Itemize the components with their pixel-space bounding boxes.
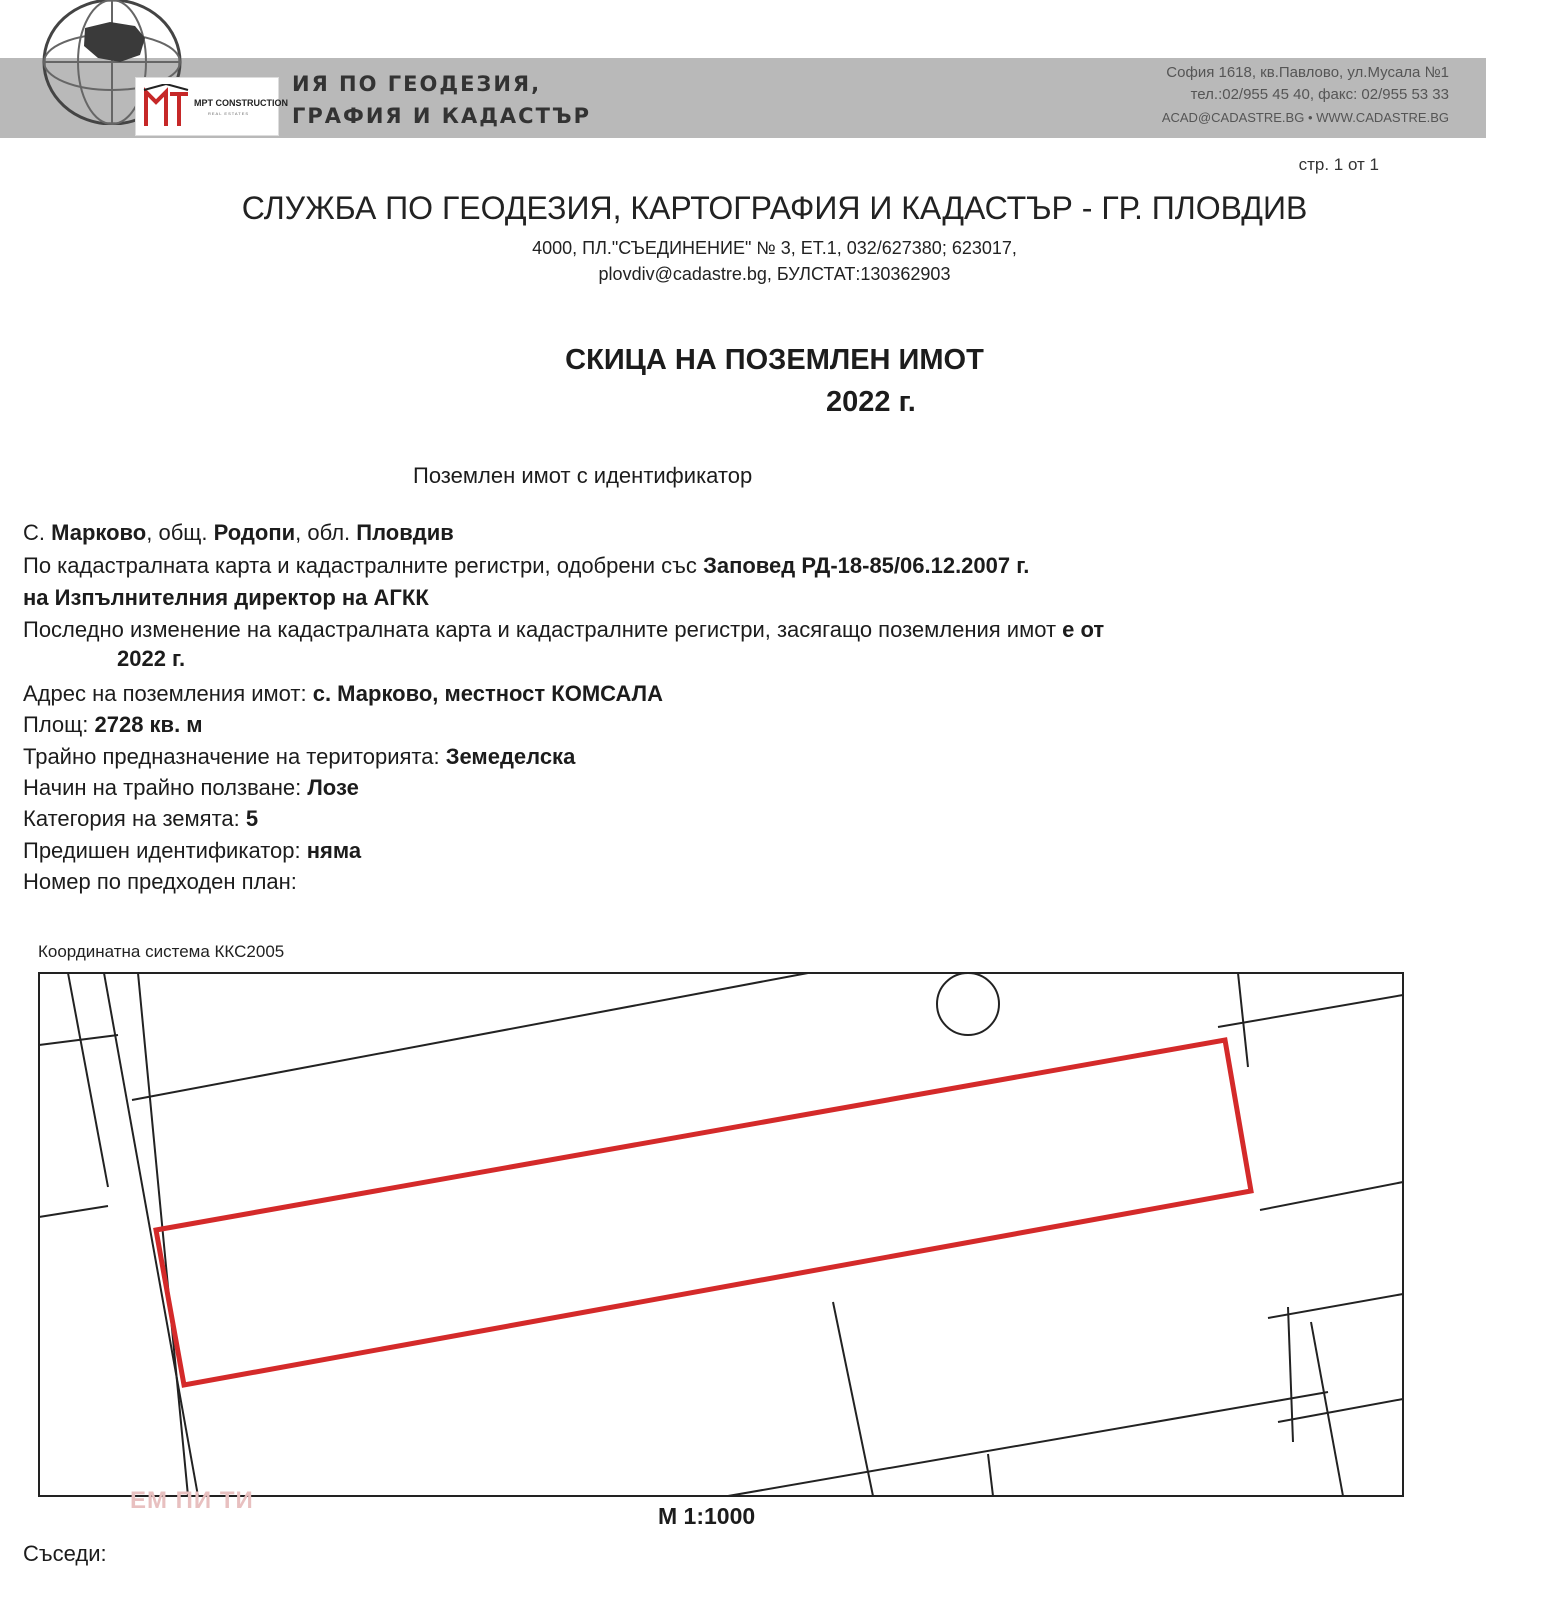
- office-name: СЛУЖБА ПО ГЕОДЕЗИЯ, КАРТОГРАФИЯ И КАДАСТЪР - ГР. ПЛОВДИВ: [241, 190, 1308, 226]
- prev-plan-line: [23, 869, 297, 895]
- identifier-label: Поземлен имот с идентификатор: [413, 463, 753, 488]
- map-frame: [39, 973, 1403, 1496]
- hq-phone: тел.:02/955 45 40, факс: 02/955 53 33: [1190, 86, 1449, 103]
- category-line: [23, 806, 258, 832]
- neighbors-label: Съседи:: [23, 1541, 107, 1566]
- logo-company-name: MPT CONSTRUCTION: [194, 98, 288, 108]
- last-change-line: [23, 617, 1104, 643]
- category-value: 5: [245, 806, 259, 831]
- purpose-line: [23, 744, 575, 770]
- area-label: Площ:: [23, 712, 89, 737]
- category-label: Категория на земята:: [23, 806, 240, 831]
- last-change-year: [117, 646, 185, 672]
- prev-id-label: Предишен идентификатор:: [23, 838, 301, 863]
- coordinate-system-label: Координатна система ККС2005: [38, 942, 285, 961]
- prev-id-line: [23, 838, 361, 864]
- mpt-logo-icon: [142, 84, 190, 129]
- settlement-value: Марково: [51, 520, 147, 545]
- office-address: 4000, ПЛ."СЪЕДИНЕНИЕ" № 3, ЕТ.1, 032/627380; 623017,: [532, 238, 1017, 258]
- mpt-logo: [135, 77, 288, 136]
- approval-by-line: [23, 585, 429, 611]
- usage-label: Начин на трайно ползване:: [23, 775, 302, 800]
- address-label: Адрес на поземления имот:: [23, 681, 307, 706]
- settlement-prefix: С.: [23, 520, 45, 545]
- page-number: стр. 1 от 1: [1298, 155, 1379, 174]
- usage-line: [23, 775, 359, 801]
- approval-by: на Изпълнителния директор на АГКК: [23, 585, 429, 610]
- logo-company-subtitle: REAL ESTATES: [208, 111, 250, 116]
- approval-order: Заповед РД-18-85/06.12.2007 г.: [703, 553, 1030, 578]
- agency-name-line1: ИЯ ПО ГЕОДЕЗИЯ,: [292, 72, 542, 96]
- location-line: [23, 520, 454, 546]
- document-year: 2022 г.: [826, 386, 916, 418]
- hq-web: ACAD@CADASTRE.BG • WWW.CADASTRE.BG: [1161, 110, 1449, 125]
- map-scale: М 1:1000: [658, 1503, 756, 1529]
- hq-address: София 1618, кв.Павлово, ул.Мусала №1: [1166, 64, 1449, 81]
- approval-text: По кадастралната карта и кадастралните регистри, одобрени със: [23, 553, 697, 578]
- area-value: 2728 кв. м: [94, 712, 203, 737]
- purpose-value: Земеделска: [445, 744, 576, 769]
- area-line: [23, 712, 203, 738]
- purpose-label: Трайно предназначение на територията:: [23, 744, 440, 769]
- document-title: СКИЦА НА ПОЗЕМЛЕН ИМОТ: [565, 344, 984, 376]
- region-label: , обл.: [295, 520, 351, 545]
- office-contact: plovdiv@cadastre.bg, БУЛСТАТ:130362903: [598, 264, 951, 284]
- municipality-label: , общ.: [146, 520, 208, 545]
- prev-id-value: няма: [306, 838, 362, 863]
- prev-plan-label: Номер по предходен план:: [23, 869, 297, 894]
- address-line: [23, 681, 663, 707]
- last-change-suffix: е от: [1062, 617, 1105, 642]
- cadastral-map: [38, 972, 1404, 1497]
- last-change-year-value: 2022 г.: [117, 646, 186, 671]
- last-change-text: Последно изменение на кадастралната карта и кадастралните регистри, засягащо поземления имот: [23, 617, 1057, 642]
- usage-value: Лозе: [307, 775, 359, 800]
- watermark-text: ЕМ ПИ ТИ: [130, 1487, 254, 1514]
- region-value: Пловдив: [356, 520, 454, 545]
- approval-line: [23, 553, 1029, 579]
- address-value: с. Марково, местност КОМСАЛА: [312, 681, 663, 706]
- municipality-value: Родопи: [213, 520, 296, 545]
- agency-name-line2: ГРАФИЯ И КАДАСТЪР: [292, 104, 592, 128]
